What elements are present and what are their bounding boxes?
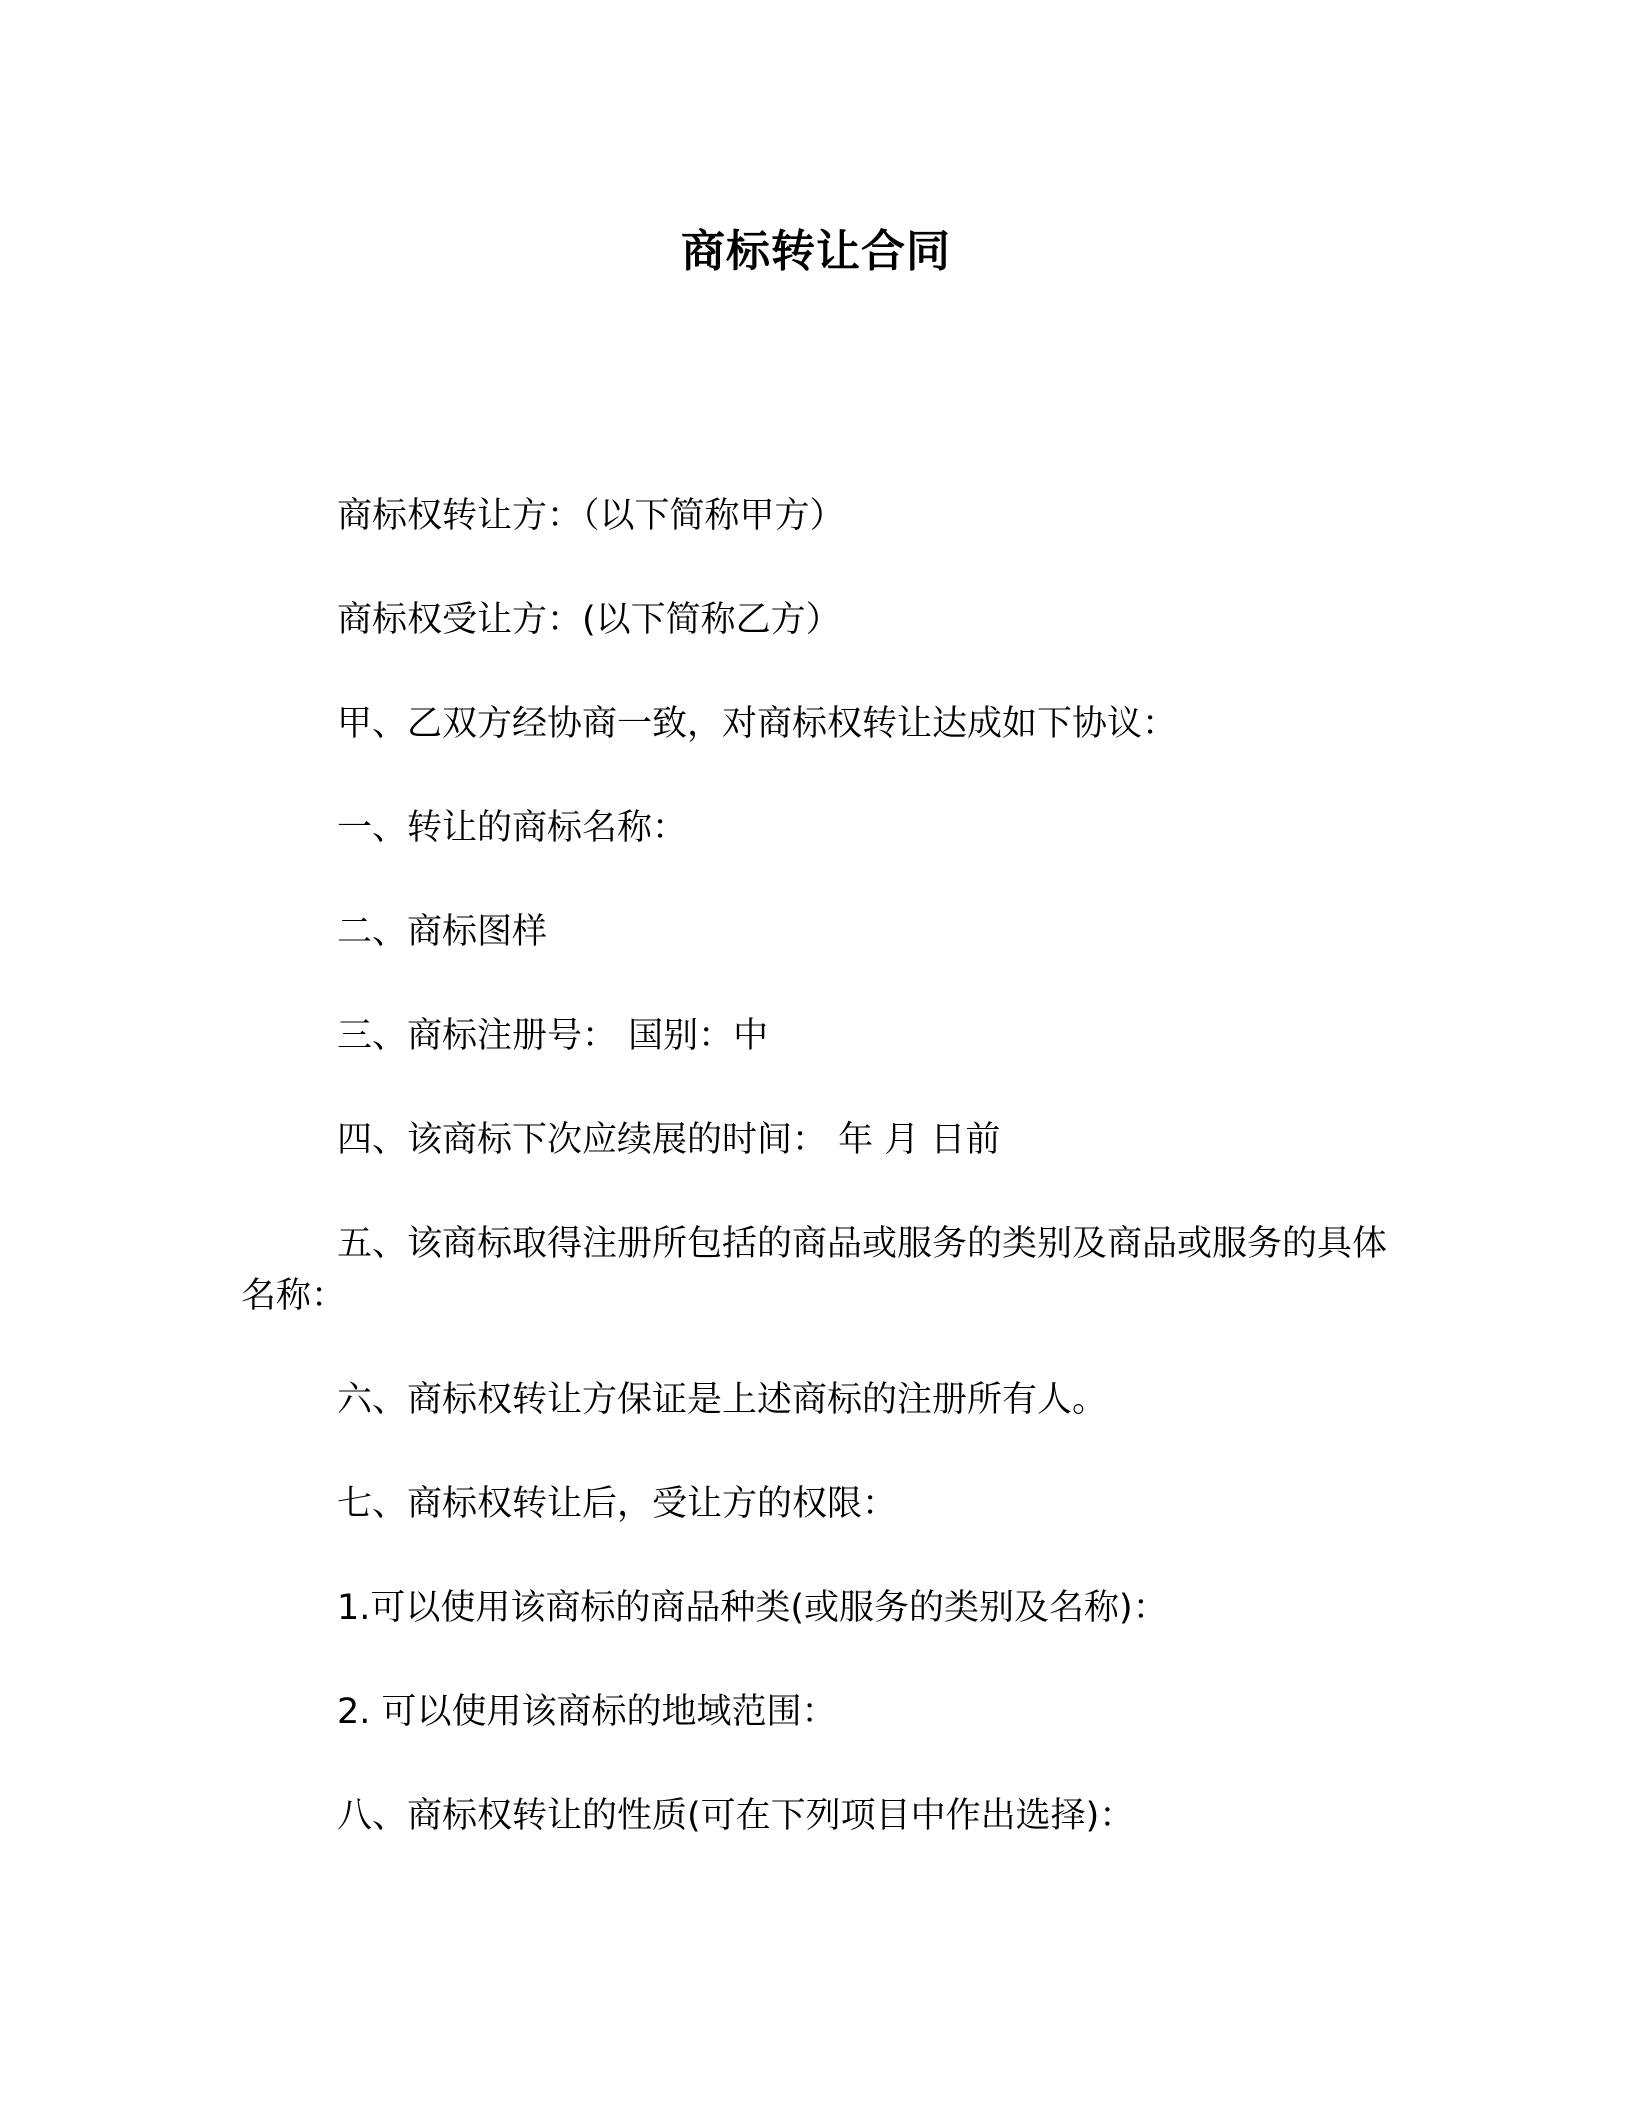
document-body bbox=[241, 490, 1391, 1894]
paragraph-transferee-rights: 七、商标权转让后，受让方的权限： bbox=[337, 1484, 898, 1524]
paragraph-trademark-name: 一、转让的商标名称： bbox=[337, 808, 688, 848]
paragraph-registration-number: 三、商标注册号： 国别：中 bbox=[337, 1016, 769, 1056]
paragraph-transferee: 商标权受让方：(以下简称乙方） bbox=[337, 600, 841, 640]
paragraph-transferor: 商标权转让方：（以下简称甲方） bbox=[337, 496, 845, 536]
paragraph-goods-services: 五、该商标取得注册所包括的商品或服务的类别及商品或服务的具体名称： bbox=[241, 1224, 1388, 1316]
paragraph-agreement-intro: 甲、乙双方经协商一致，对商标权转让达成如下协议： bbox=[337, 704, 1178, 744]
paragraph-transfer-nature: 八、商标权转让的性质(可在下列项目中作出选择)： bbox=[337, 1796, 1135, 1836]
paragraph-region-scope: 2. 可以使用该商标的地域范围： bbox=[337, 1692, 837, 1732]
paragraph-renewal-time: 四、该商标下次应续展的时间： 年 月 日前 bbox=[337, 1120, 1001, 1160]
paragraph-trademark-design: 二、商标图样 bbox=[337, 912, 548, 952]
paragraph-goods-scope: 1.可以使用该商标的商品种类(或服务的类别及名称)： bbox=[337, 1588, 1168, 1628]
document-title: 商标转让合同 bbox=[681, 226, 951, 277]
paragraph-ownership-guarantee: 六、商标权转让方保证是上述商标的注册所有人。 bbox=[337, 1380, 1108, 1420]
